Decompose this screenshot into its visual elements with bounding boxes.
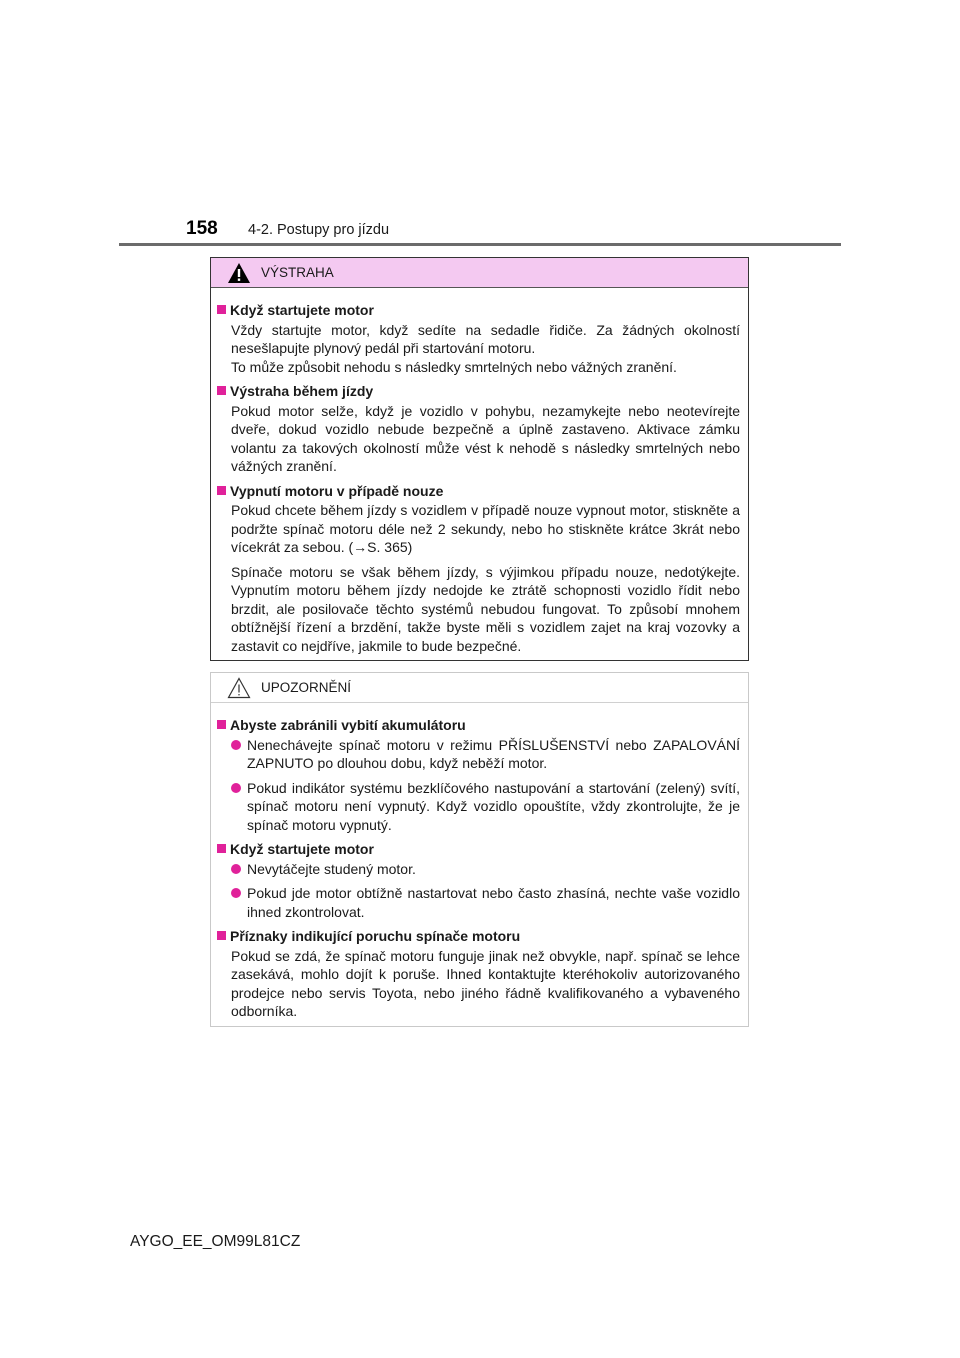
caution-bullet xyxy=(231,779,740,835)
warning-paragraph-line: Vždy startujte motor, když sedíte na sedadle řidiče. Za žádných okolností nesešlapujte plynový pedál při startování motoru. xyxy=(231,321,740,356)
warning-item xyxy=(217,382,740,476)
caution-bullet-text: Pokud indikátor systému bezklíčového nastupování a startování (zelený) svítí, spínač motoru není vypnutý. Když vozidlo opouštíte, vždy zkontrolujte, že je spínač motoru vypnutý. xyxy=(247,779,740,833)
round-bullet-icon xyxy=(231,864,241,874)
caution-label: UPOZORNĚNÍ xyxy=(261,680,352,695)
round-bullet-icon xyxy=(231,740,241,750)
square-bullet-icon xyxy=(217,386,226,395)
warning-item xyxy=(217,482,740,656)
round-bullet-icon xyxy=(231,783,241,793)
warning-box xyxy=(210,257,749,661)
warning-paragraph: Pokud motor selže, když je vozidlo v pohybu, nezamykejte nebo neotevírejte dveře, dokud vozidlo nebude bezpečně a úplně zastaveno. Aktivace zámku volantu za takových okolností může vést k nehodě s následky smrtelných nebo vážných zranění. xyxy=(231,402,740,474)
caution-bullet-text: Nevytáčejte studený motor. xyxy=(247,860,416,877)
caution-item-title: Příznaky indikující poruchu spínače motoru xyxy=(230,928,521,944)
caution-item xyxy=(217,840,740,921)
caution-bullet xyxy=(231,884,740,921)
document-code: AYGO_EE_OM99L81CZ xyxy=(130,1233,301,1250)
caution-item xyxy=(217,927,740,1021)
warning-item xyxy=(217,301,740,376)
caution-bullet-text: Pokud jde motor obtížně nastartovat nebo často zhasíná, nechte vaše vozidlo ihned zkontrolovat. xyxy=(247,885,740,920)
warning-paragraph: Pokud chcete během jízdy s vozidlem v případě nouze vypnout motor, stiskněte a podržte spínač motoru déle než 2 sekundy, nebo ho stiskněte krátce 3krát nebo vícekrát za sebou. (→S. 365) xyxy=(231,502,740,555)
warning-item-title: Vypnutí motoru v případě nouze xyxy=(230,482,444,499)
warning-item-title: Výstraha během jízdy xyxy=(230,383,374,399)
caution-bullet xyxy=(231,860,740,879)
square-bullet-icon xyxy=(217,305,226,314)
caution-bullet xyxy=(231,736,740,773)
square-bullet-icon xyxy=(217,844,226,853)
warning-header xyxy=(211,258,748,288)
warning-paragraph: Spínače motoru se však během jízdy, s výjimkou případu nouze, nedotýkejte. Vypnutím motoru během jízdy nedojde ke ztrátě schopnosti vozidlo řídit nebo brzdit, ale posilovače těchto systémů nebudou fungovat. To způsobí mnohem obtížnější řízení a brzdění, takže byste měli s vozidlem zajet na kraj vozovky a zastavit co nejdříve, jakmile to bude bezpečné. xyxy=(231,563,740,654)
page-number: 158 xyxy=(186,218,218,239)
caution-item-title: Abyste zabránili vybití akumulátoru xyxy=(230,717,466,733)
warning-item-title: Když startujete motor xyxy=(230,302,374,318)
warning-triangle-icon xyxy=(227,262,251,284)
round-bullet-icon xyxy=(231,888,241,898)
warning-paragraph-line: To může způsobit nehodu s následky smrtelných nebo vážných zranění. xyxy=(231,358,677,375)
caution-paragraph: Pokud se zdá, že spínač motoru funguje jinak než obvykle, např. spínač se lehce zasekává, mohlo dojít k poruše. Ihned kontaktujte kteréhokoliv autorizovaného prodejce nebo servis Toyota, nebo jiného řádně kvalifikovaného a vybaveného odborníka. xyxy=(231,947,740,1019)
square-bullet-icon xyxy=(217,931,226,940)
warning-label: VÝSTRAHA xyxy=(261,265,334,280)
header-rule xyxy=(119,243,841,246)
caution-triangle-icon xyxy=(227,677,251,699)
square-bullet-icon xyxy=(217,720,226,729)
warning-paragraph xyxy=(231,321,740,377)
caution-item xyxy=(217,716,740,834)
caution-header xyxy=(211,673,748,703)
square-bullet-icon xyxy=(217,486,226,495)
section-title: 4-2. Postupy pro jízdu xyxy=(248,222,390,238)
caution-item-title: Když startujete motor xyxy=(230,841,374,857)
caution-bullet-text: Nenechávejte spínač motoru v režimu PŘÍSLUŠENSTVÍ nebo ZAPALOVÁNÍ ZAPNUTO po dlouhou dobu, když neběží motor. xyxy=(247,736,740,771)
caution-box xyxy=(210,672,749,1027)
